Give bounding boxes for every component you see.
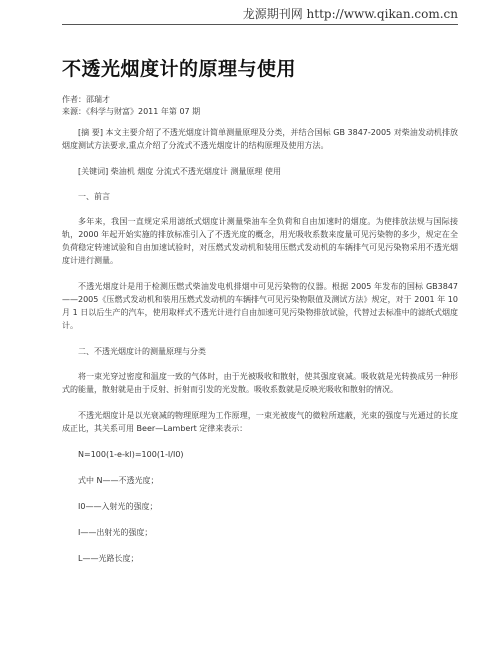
formula-definition: 式中 N——不透光度； (78, 476, 159, 485)
article-title: 不透光烟度计的原理与使用 (62, 58, 297, 80)
body-paragraph: 将一束光穿过密度和温度一致的气体时，由于光被吸收和散射，使其强度衰减。吸收就是光转换成另一种形式的能量，散射就是由于反射、折射而引发的光发散。吸收系数就是反映光吸收和散射的情况。 (62, 372, 458, 394)
section-heading-intro: 一、前言 (78, 192, 110, 201)
formula-line: N=100(1-e-kl)=100(1-I/I0) (78, 450, 184, 459)
keywords-paragraph: [关键词] 柴油机 烟度 分流式不透光烟度计 测量原理 使用 (78, 167, 281, 176)
body-paragraph: 多年来，我国一直规定采用滤纸式烟度计测量柴油车全负荷和自由加速时的烟度。为使排放法规与国际接轨，2000 年起开始实施的排放标准引入了不透光度的概念，用光吸收系数来度量可见污染物的多少，规定在全负荷稳定转速试验和自由加速试验时，对压燃式发动机和装用压燃式发动机的车辆排气可见污染物采用不透光烟度计进行测量。 (62, 217, 458, 265)
meta-spacer (62, 118, 458, 126)
article-source: 来源：《科学与财富》2011 年第 07 期 (62, 107, 201, 116)
site-header: 龙源期刊网 http://www.qikan.com.cn (242, 7, 458, 21)
article-author: 作者：邵瑞才 (62, 95, 110, 104)
body-paragraph: 不透光烟度计是以光衰减的物理原理为工作原理，一束光被废气的微粒所遮蔽，光束的强度与光通过的长度成正比，其关系可用 Beer—Lambert 定律来表示： (62, 411, 458, 433)
header-divider (62, 24, 458, 25)
formula-definition: I——出射光的强度； (78, 528, 153, 537)
article (62, 56, 458, 578)
abstract-paragraph: [摘 要] 本文主要介绍了不透光烟度计简单测量原理及分类，并结合国标 GB 3847-2005 对柴油发动机排放烟度测试方法要求,重点介绍了分流式不透光烟度计的结构原理及使用方法。 (62, 128, 458, 150)
formula-definition: L——光路长度； (78, 554, 139, 563)
formula-definition: I0——入射光的强度； (78, 502, 158, 511)
section-heading-principle: 二、不透光烟度计的测量原理与分类 (78, 347, 206, 356)
body-paragraph: 不透光烟度计是用于检测压燃式柴油发电机排烟中可见污染物的仪器。根据 2005 年发布的国标 GB3847——2005《压燃式发动机和装用压燃式发动机的车辆排气可见污染物限值及测试方法》规定，对于 2001 年 10 月 1 日以后生产的汽车，使用取样式不透光计进行自由加速可见污染物排放试验，代替过去标准中的滤纸式烟度计。 (62, 282, 458, 330)
